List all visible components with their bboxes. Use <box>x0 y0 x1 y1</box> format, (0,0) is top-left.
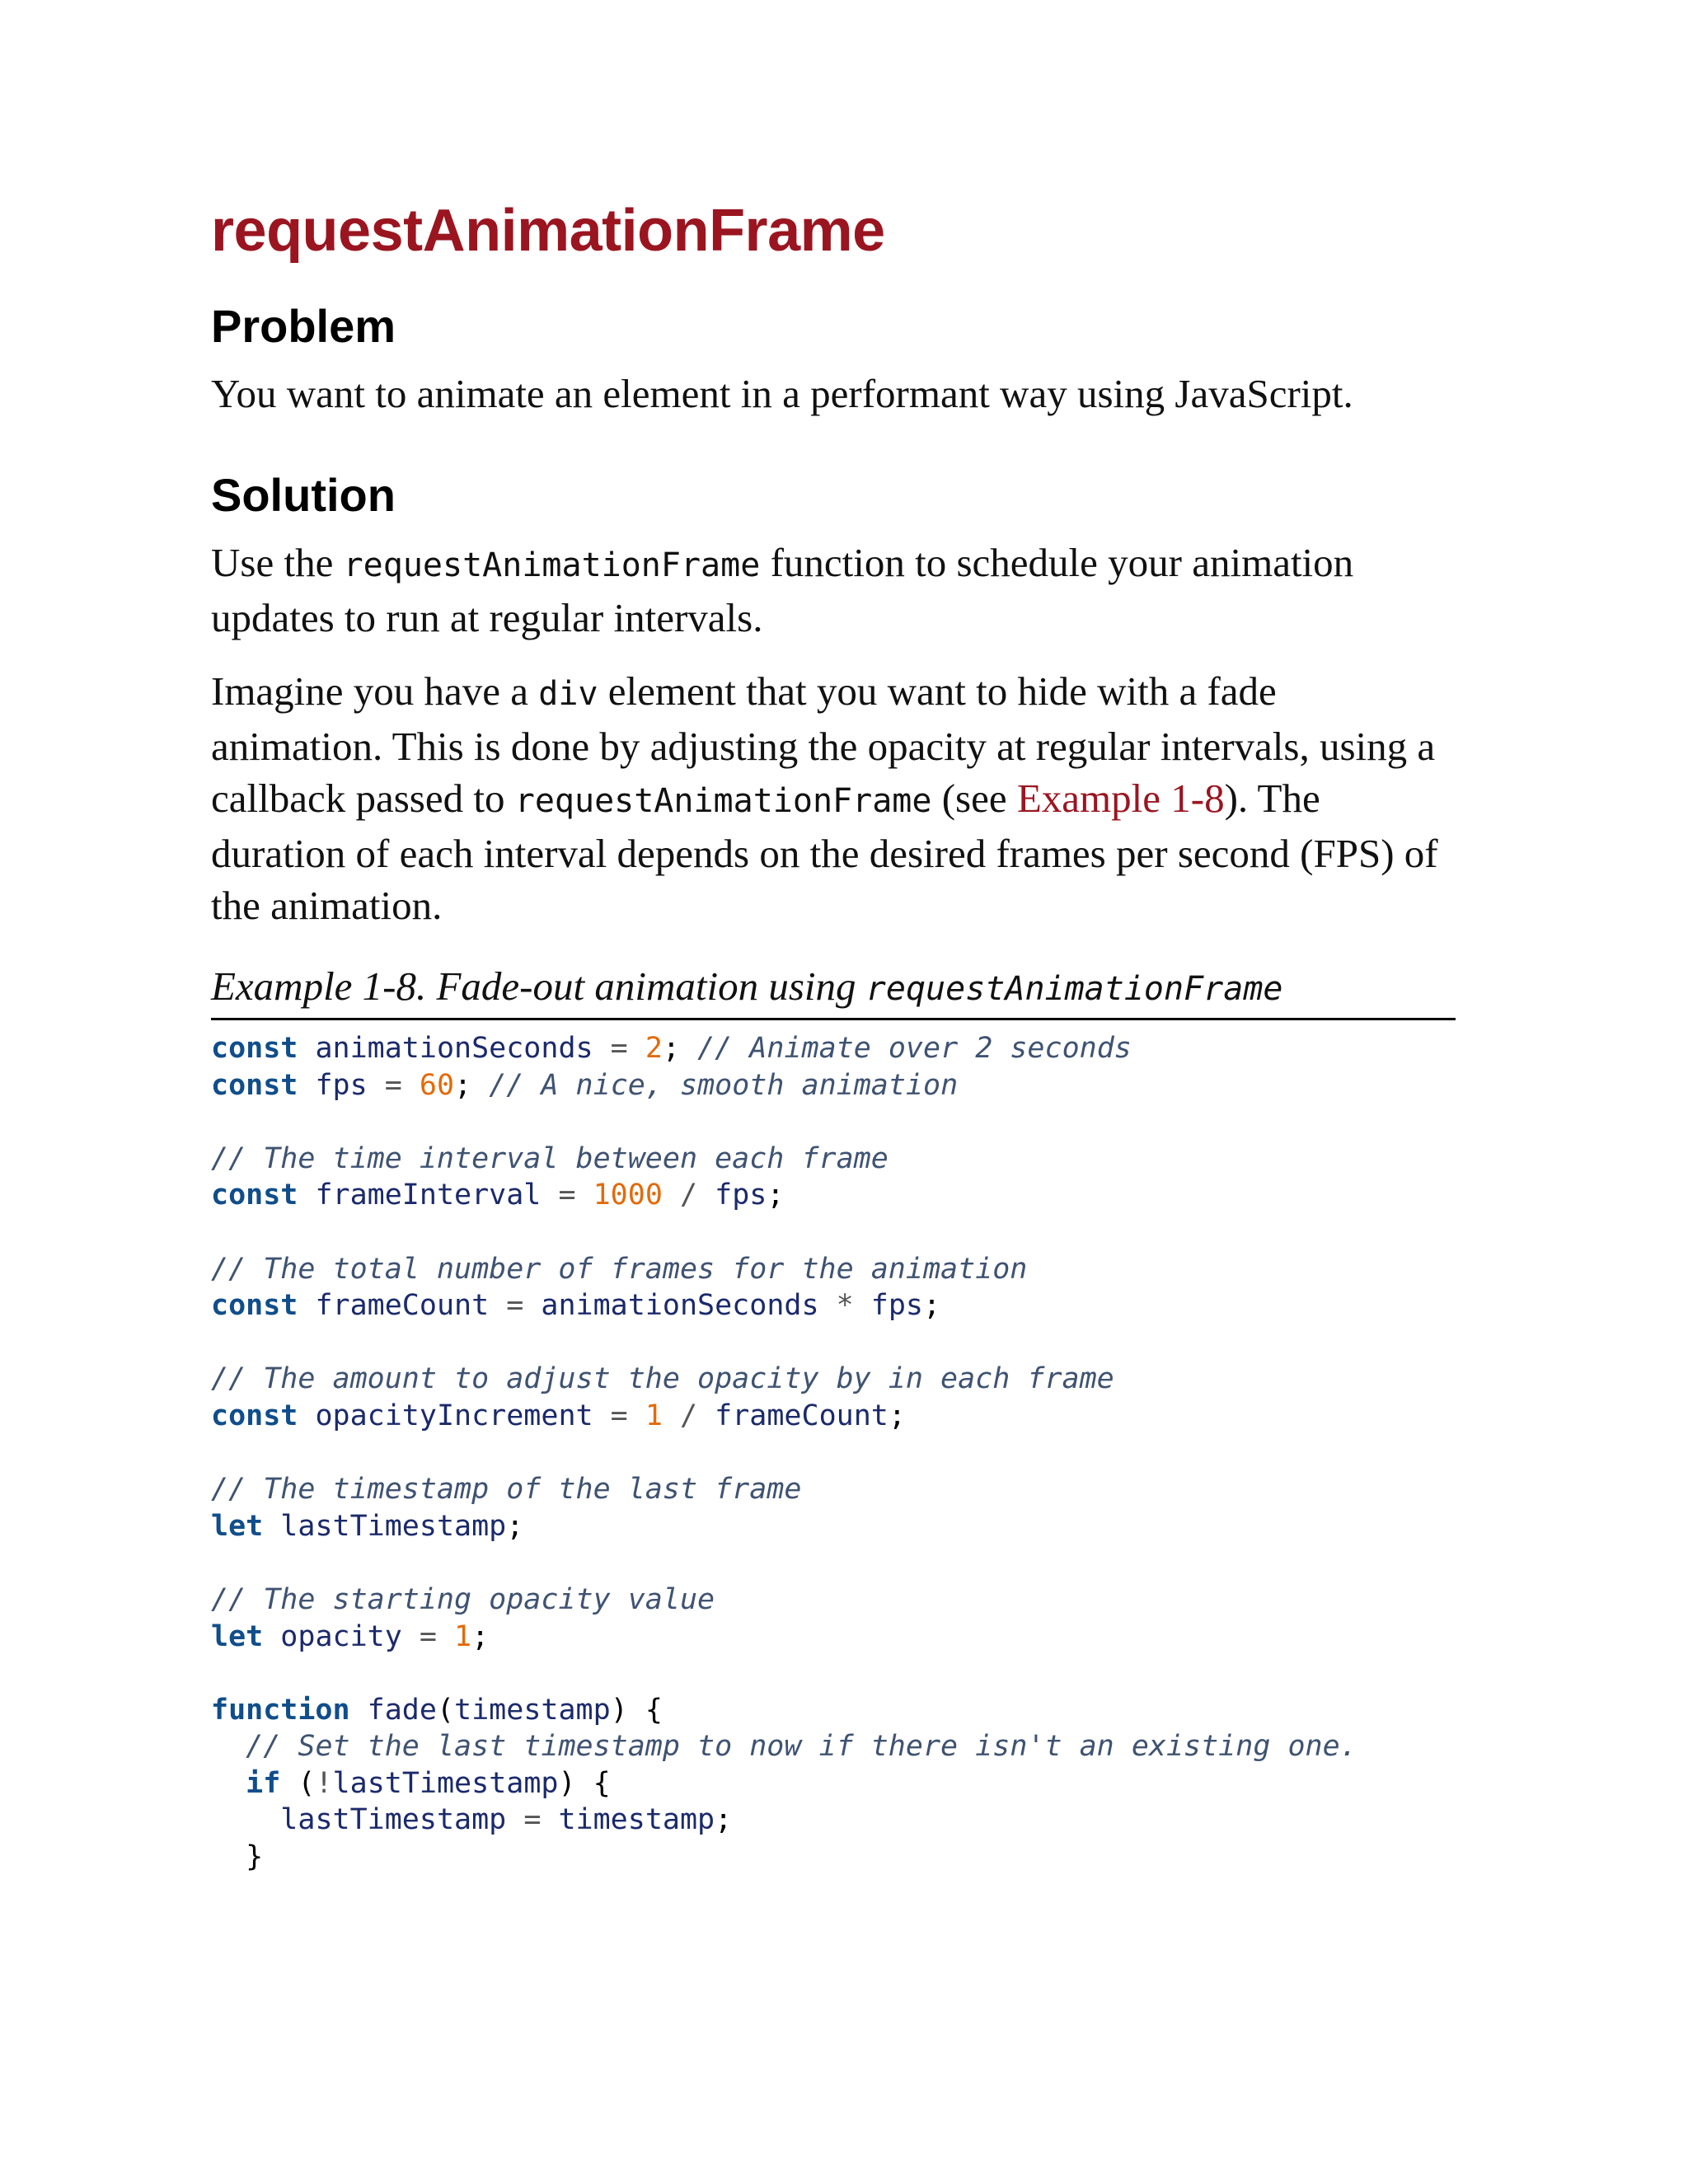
code-line <box>211 1510 523 1543</box>
code-identifier: lastTimestamp <box>280 1509 507 1543</box>
code-identifier: lastTimestamp <box>280 1803 507 1837</box>
code-identifier: opacity <box>280 1619 402 1653</box>
code-punctuation: { <box>645 1693 663 1727</box>
code-punctuation: ( <box>436 1693 455 1727</box>
code-number: 1 <box>454 1619 472 1653</box>
code-punctuation: { <box>593 1766 611 1800</box>
code-identifier: timestamp <box>454 1693 611 1727</box>
code-operator: / <box>679 1179 698 1212</box>
text-span: (see <box>931 776 1017 821</box>
text-span: Use the <box>211 540 344 585</box>
code-line <box>211 1399 906 1432</box>
code-punctuation: ; <box>923 1289 941 1323</box>
code-line <box>211 1583 715 1616</box>
example-caption-text: Example 1-8. Fade-out animation using <box>211 963 866 1009</box>
code-comment: // Animate over 2 seconds <box>697 1032 1132 1065</box>
code-punctuation: } <box>246 1840 264 1874</box>
text-span: element that you want to hide with a fade animation. This is done by adjusting the opacity at regular intervals, using a callback passed to <box>211 668 1436 821</box>
code-punctuation: ; <box>471 1619 490 1653</box>
code-line <box>211 1142 889 1175</box>
code-comment: // The timestamp of the last frame <box>211 1473 802 1507</box>
code-comment: // The total number of frames for the animation <box>211 1252 1028 1286</box>
code-keyword: const <box>211 1179 298 1212</box>
example-caption <box>211 959 1456 1020</box>
code-keyword: function <box>211 1693 350 1727</box>
code-keyword: const <box>211 1032 298 1065</box>
code-number: 60 <box>419 1068 455 1102</box>
text-span: function to schedule your animation updates to run at regular intervals. <box>211 540 1354 640</box>
inline-code: div <box>538 675 598 713</box>
code-keyword: if <box>246 1766 281 1800</box>
code-comment: // The starting opacity value <box>211 1582 715 1616</box>
code-operator: = <box>610 1399 628 1432</box>
code-line <box>211 1253 1027 1286</box>
code-punctuation: ; <box>767 1179 785 1212</box>
problem-heading: Problem <box>211 300 396 352</box>
code-identifier: fps <box>315 1068 368 1102</box>
code-keyword: const <box>211 1068 298 1102</box>
code-number: 1000 <box>593 1179 663 1212</box>
code-line <box>211 1767 611 1800</box>
solution-paragraph-2 <box>211 665 1456 931</box>
code-punctuation: ) <box>558 1766 576 1800</box>
code-keyword: let <box>211 1619 264 1653</box>
code-comment: // Set the last timestamp to now if there isn't an existing one. <box>246 1730 1357 1764</box>
code-punctuation: ; <box>888 1399 906 1432</box>
code-number: 2 <box>645 1032 663 1065</box>
code-line <box>211 1473 801 1506</box>
code-line <box>211 1069 958 1102</box>
page-title: requestAnimationFrame <box>211 198 885 264</box>
code-line <box>211 1032 1132 1065</box>
code-line <box>211 1803 732 1836</box>
code-keyword: const <box>211 1289 298 1323</box>
code-keyword: const <box>211 1399 298 1432</box>
code-operator: = <box>523 1803 542 1837</box>
code-keyword: let <box>211 1509 264 1543</box>
text-span: Imagine you have a <box>211 668 539 714</box>
solution-heading: Solution <box>211 469 396 521</box>
code-identifier: fade <box>367 1693 437 1727</box>
code-identifier: fps <box>870 1289 923 1323</box>
code-punctuation: ; <box>662 1032 680 1065</box>
code-identifier: animationSeconds <box>541 1289 819 1323</box>
code-number: 1 <box>645 1399 663 1432</box>
code-identifier: fps <box>715 1179 767 1212</box>
problem-paragraph: You want to animate an element in a performant way using JavaScript. <box>211 371 1353 416</box>
code-operator: = <box>610 1032 628 1065</box>
code-comment: // The time interval between each frame <box>211 1141 889 1175</box>
code-identifier: frameInterval <box>315 1179 542 1212</box>
inline-code: requestAnimationFrame <box>514 782 932 820</box>
code-punctuation: ; <box>715 1803 733 1837</box>
code-operator: = <box>419 1619 437 1653</box>
code-line <box>211 1289 940 1322</box>
code-comment: // A nice, smooth animation <box>489 1068 959 1102</box>
document-page <box>211 190 1456 1876</box>
code-identifier: animationSeconds <box>315 1032 593 1065</box>
code-operator: = <box>384 1068 402 1102</box>
code-punctuation: ) <box>610 1693 628 1727</box>
code-operator: = <box>558 1179 576 1212</box>
code-identifier: lastTimestamp <box>332 1766 559 1800</box>
code-identifier: opacityIncrement <box>315 1399 593 1432</box>
inline-code: requestAnimationFrame <box>343 546 761 584</box>
code-identifier: timestamp <box>558 1803 715 1837</box>
code-operator: ! <box>315 1766 333 1800</box>
code-identifier: frameCount <box>315 1289 490 1323</box>
code-operator: / <box>679 1399 698 1432</box>
example-caption-code: requestAnimationFrame <box>865 970 1283 1008</box>
code-operator: = <box>506 1289 524 1323</box>
code-operator: * <box>836 1289 854 1323</box>
code-line <box>211 1179 784 1212</box>
example-link[interactable]: Example 1-8 <box>1016 776 1225 821</box>
code-line <box>211 1694 663 1727</box>
code-line <box>211 1730 1357 1763</box>
code-punctuation: ; <box>506 1509 524 1543</box>
code-punctuation: ; <box>454 1068 472 1102</box>
code-line <box>211 1620 489 1653</box>
code-identifier: frameCount <box>715 1399 889 1432</box>
solution-paragraph-1 <box>211 537 1456 644</box>
code-line <box>211 1840 263 1873</box>
code-line <box>211 1362 1114 1395</box>
text-span: ). The duration of each interval depends on the desired frames per second (FPS) of the animation. <box>211 776 1438 928</box>
code-comment: // The amount to adjust the opacity by in each frame <box>211 1362 1114 1396</box>
code-block <box>211 1030 1456 1876</box>
code-punctuation: ( <box>298 1766 316 1800</box>
